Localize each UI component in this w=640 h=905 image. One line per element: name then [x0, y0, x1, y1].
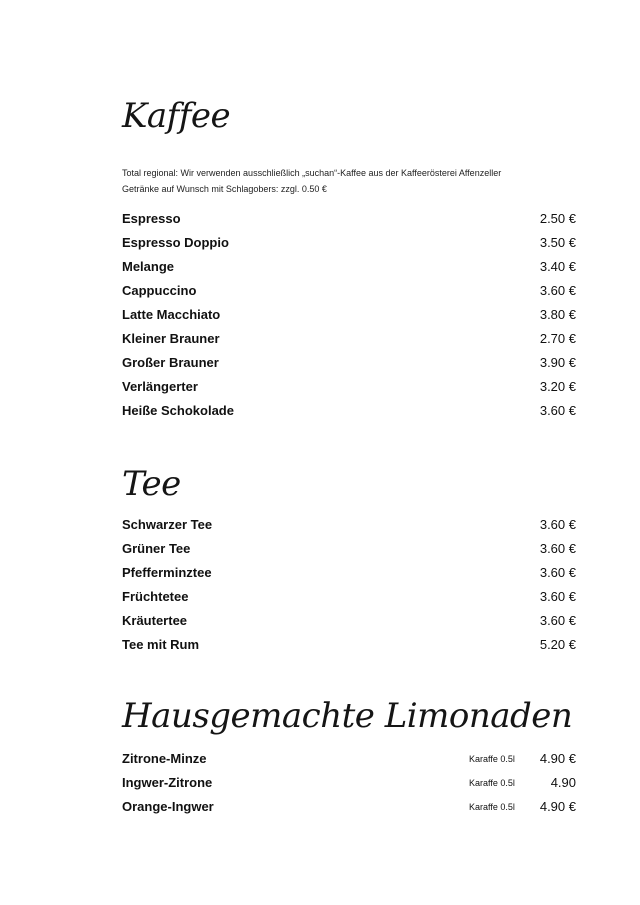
- kaffee-note-schlagobers: Getränke auf Wunsch mit Schlagobers: zzgl. 0.50 €: [122, 184, 327, 194]
- item-name: Espresso Doppio: [122, 235, 229, 250]
- item-price: 3.60 €: [539, 613, 576, 628]
- item-price: 3.80 €: [539, 307, 576, 322]
- item-name: Orange-Ingwer: [122, 799, 214, 814]
- item-name: Großer Brauner: [122, 355, 219, 370]
- menu-item: [122, 771, 576, 795]
- menu-item: [122, 747, 576, 771]
- item-name: Espresso: [122, 211, 181, 226]
- item-price: 3.40 €: [539, 259, 576, 274]
- item-price: 3.90 €: [539, 355, 576, 370]
- item-size: Karaffe 0.5l: [469, 754, 515, 764]
- menu-item: [122, 279, 576, 303]
- item-price: 3.60 €: [539, 517, 576, 532]
- kaffee-note-regional: Total regional: Wir verwenden ausschließlich „suchan“-Kaffee aus der Kaffeerösterei Affenzeller: [122, 168, 502, 178]
- item-price: 3.50 €: [539, 235, 576, 250]
- item-name: Pfefferminztee: [122, 565, 212, 580]
- item-name: Verlängerter: [122, 379, 198, 394]
- menu-item: [122, 399, 576, 423]
- item-price: 5.20 €: [539, 637, 576, 652]
- menu-item: [122, 231, 576, 255]
- menu-item: [122, 633, 576, 657]
- menu-item: [122, 513, 576, 537]
- item-name: Tee mit Rum: [122, 637, 200, 652]
- item-name: Kleiner Brauner: [122, 331, 220, 346]
- item-price: 3.60 €: [539, 589, 576, 604]
- item-price: 4.90 €: [539, 799, 576, 814]
- menu-item: [122, 537, 576, 561]
- section-title-tee: Tee: [122, 464, 181, 504]
- menu-item: [122, 585, 576, 609]
- limonaden-list: [122, 747, 576, 819]
- menu-item: [122, 375, 576, 399]
- item-name: Grüner Tee: [122, 541, 191, 556]
- item-name: Melange: [122, 259, 175, 274]
- section-title-kaffee: Kaffee: [122, 96, 231, 136]
- item-name: Latte Macchiato: [122, 307, 221, 322]
- item-name: Kräutertee: [122, 613, 188, 628]
- menu-item: [122, 207, 576, 231]
- item-name: Ingwer-Zitrone: [122, 775, 213, 790]
- item-price: 4.90 €: [539, 751, 576, 766]
- item-price: 3.20 €: [539, 379, 576, 394]
- menu-item: [122, 303, 576, 327]
- item-price: 4.90: [550, 775, 576, 790]
- menu-item: [122, 327, 576, 351]
- item-name: Heiße Schokolade: [122, 403, 234, 418]
- menu-item: [122, 561, 576, 585]
- item-name: Cappuccino: [122, 283, 197, 298]
- item-price: 2.50 €: [539, 211, 576, 226]
- menu-item: [122, 795, 576, 819]
- item-size: Karaffe 0.5l: [469, 778, 515, 788]
- item-price: 2.70 €: [539, 331, 576, 346]
- section-title-limonaden: Hausgemachte Limonaden: [122, 696, 573, 736]
- item-name: Früchtetee: [122, 589, 189, 604]
- item-name: Schwarzer Tee: [122, 517, 213, 532]
- item-price: 3.60 €: [539, 283, 576, 298]
- item-price: 3.60 €: [539, 403, 576, 418]
- menu-item: [122, 255, 576, 279]
- tee-list: [122, 513, 576, 657]
- kaffee-list: [122, 207, 576, 423]
- item-name: Zitrone-Minze: [122, 751, 207, 766]
- item-price: 3.60 €: [539, 565, 576, 580]
- item-size: Karaffe 0.5l: [469, 802, 515, 812]
- menu-item: [122, 351, 576, 375]
- menu-item: [122, 609, 576, 633]
- item-price: 3.60 €: [539, 541, 576, 556]
